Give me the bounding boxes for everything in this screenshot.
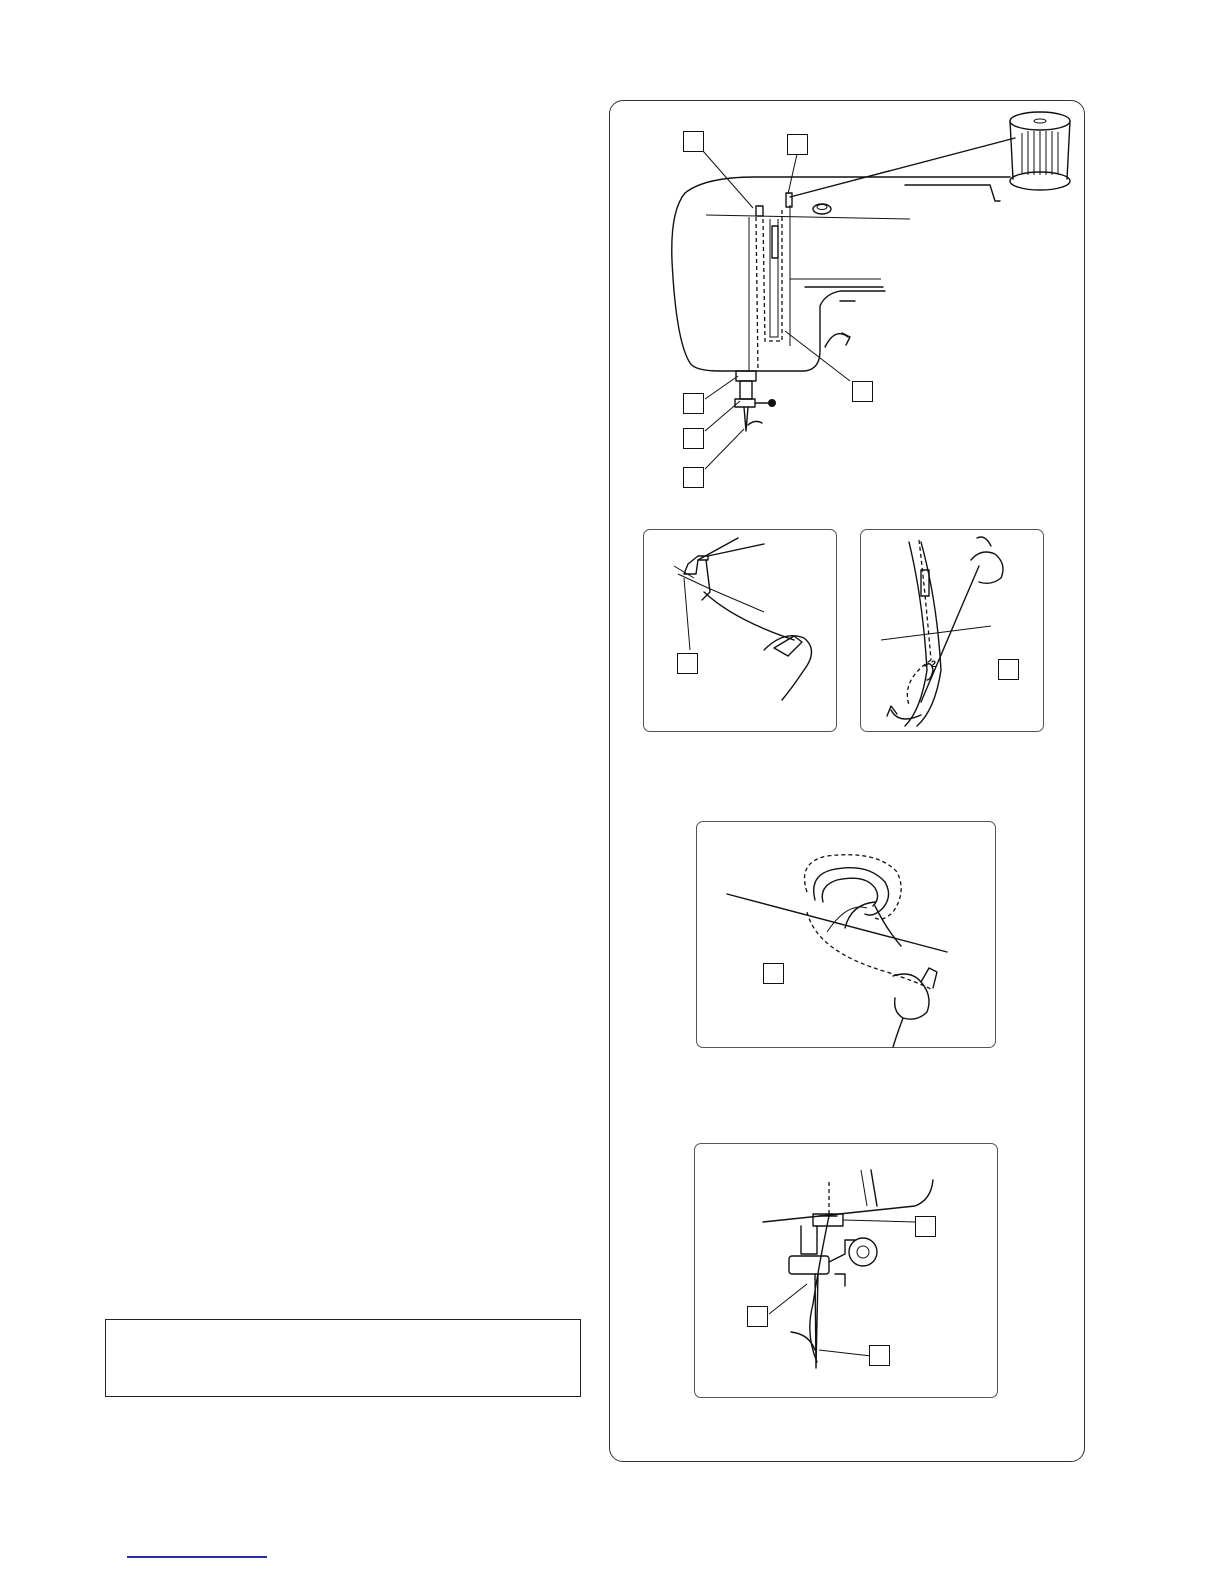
figure-panel	[609, 100, 1085, 1462]
needle-bar-drawing	[695, 1144, 997, 1397]
callout-box	[852, 381, 873, 402]
callout-box	[683, 131, 704, 152]
check-spring-detail	[860, 529, 1044, 732]
take-up-lever-drawing	[697, 822, 995, 1047]
thread-guide-detail	[643, 529, 837, 732]
callout-box	[763, 963, 784, 984]
needle-bar-detail	[694, 1143, 998, 1398]
check-spring-drawing	[861, 530, 1043, 731]
thread-spool-icon	[1010, 112, 1070, 190]
thread-guide-drawing	[644, 530, 836, 731]
machine-head-drawing	[610, 101, 1086, 501]
callout-box	[998, 659, 1019, 680]
note-box-frame	[105, 1319, 581, 1397]
callout-box	[787, 134, 808, 155]
callout-box	[677, 653, 698, 674]
callout-box	[869, 1345, 890, 1366]
spring-marking: 2	[931, 659, 937, 669]
callout-box	[683, 428, 704, 449]
callout-box	[683, 393, 704, 414]
callout-box	[747, 1306, 768, 1327]
page-link[interactable]	[127, 1556, 267, 1558]
callout-box	[915, 1216, 936, 1237]
take-up-lever-detail	[696, 821, 996, 1048]
callout-box	[683, 467, 704, 488]
machine-head-illustration	[610, 101, 1086, 501]
